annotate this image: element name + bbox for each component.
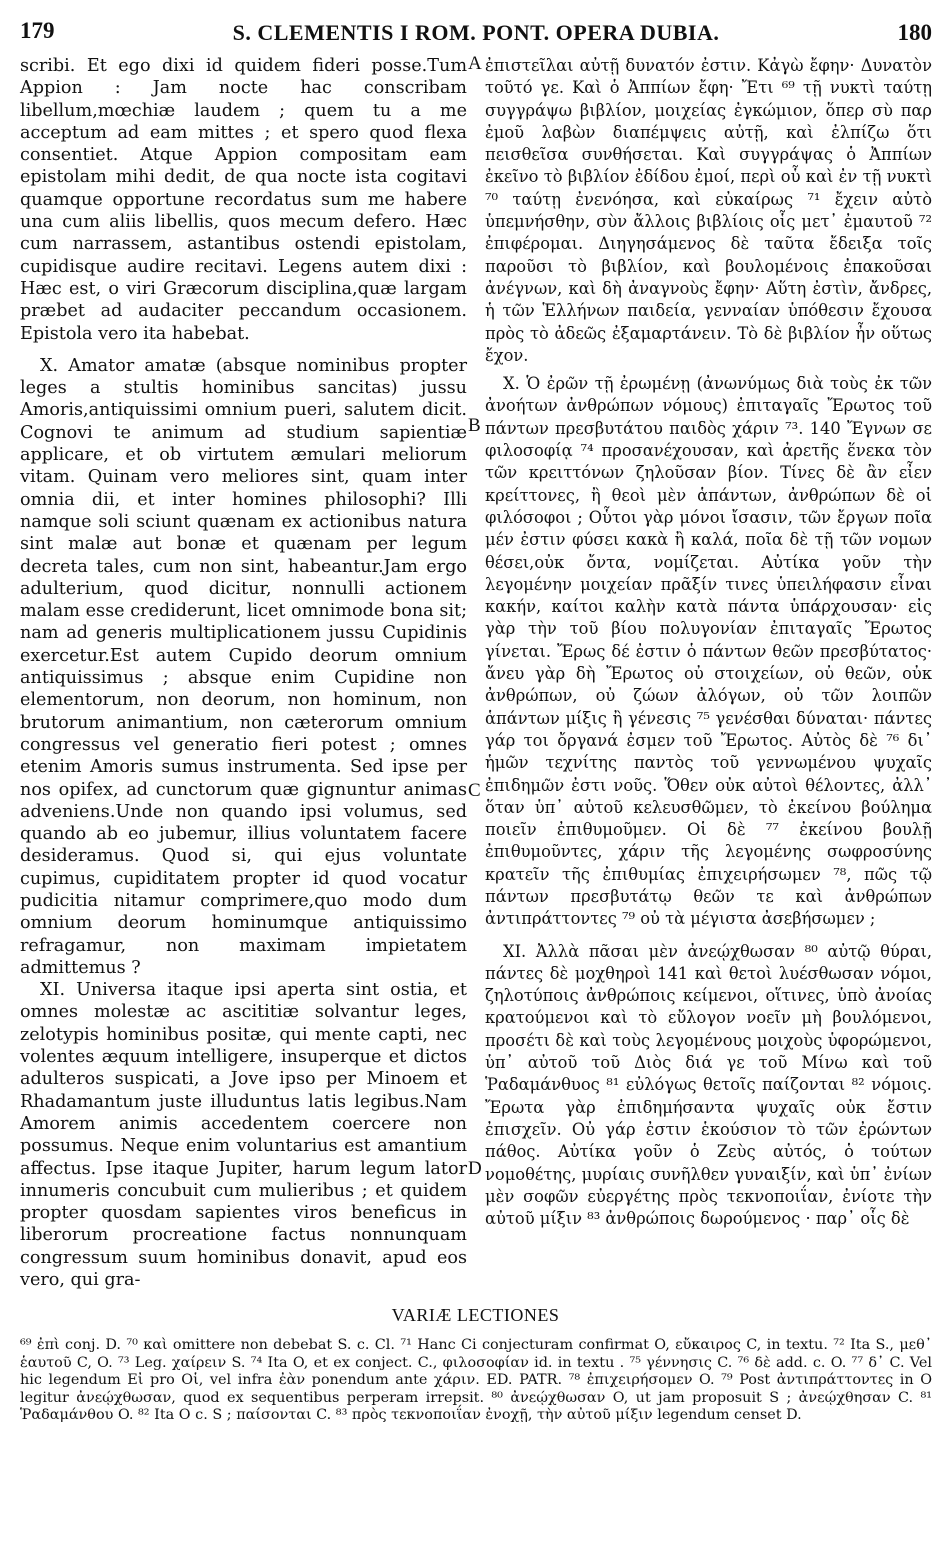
greek-paragraph-intro: ἐπιστεῖλαι αὐτῇ δυνατόν ἐστιν. Κἀγὼ ἔφην· Δυνατὸν τοῦτό γε. Καὶ ὁ Ἀππίων ἔφη· Ἔτι ⁶⁹ τῇ νυκτὶ ταύτῃ συγγράψω βιβλίον, μοιχείας ἐγκώμιον, ὅπερ σὺ παρ ἐμοῦ λαβὼν διαπέμψεις αὐτῇ, καὶ ἐλπίζω ὅτι πεισθεῖσα συνθήσεται. Καὶ συγγράψας ὁ Ἀππίων ἐκεῖνο τὸ βιβλίον ἐδίδου ἐμοί, περὶ οὗ καὶ ἐν τῇ νυκτὶ ⁷⁰ ταύτῃ ἐνενόησα, καὶ εὐκαίρως ⁷¹ ἔχειν αὐτὸ ὑπεμνήσθην, σὺν ἄλλοις βιβλίοις οἷς μετ᾽ ἐμαυτοῦ ⁷² ἐπιφέρομαι. Διηγησάμενος δὲ ταῦτα ἔδειξα τοῖς παροῦσι τὸ βιβλίον, καὶ βουλομένοις ἐπακοῦσαι ἀνέγνων, καὶ δὴ ἀναγνοὺς ἔφην· Αὕτη ἐστὶν, ἄνδρες, ἡ τῶν Ἑλλήνων παιδεία, γενναίαν ὑπόθεσιν ἔχουσα πρὸς τὸ ἀδεῶς ἐξαμαρτάνειν. Τὸ δὲ βιβλίον ἦν οὕτως ἔχον. <box>485 56 932 365</box>
greek-section-xi: XI. Ἀλλὰ πᾶσαι μὲν ἀνεῴχθωσαν ⁸⁰ αὐτῷ θύραι, πάντες δὲ μοχθηροὶ 141 καὶ θετοὶ λυέσθωσαν νόμοι, ζηλοτύποις ἀνθρώποις κείμενοι, οἵτινες, ὑπὸ ἀνοίας κρατούμενοι καὶ τὸ εὔλογον νοεῖν μὴ βουλόμενοι, προσέτι δὲ καὶ τοὺς λεγομένους μοιχοὺς ὑφορώμενοι, ὑπ᾽ αὐτοῦ τοῦ Διὸς διά γε τοῦ Μίνω καὶ τοῦ Ῥαδαμάνθυος ⁸¹ εὐλόγως θετοῖς παίζονται ⁸² νόμοις. Ἔρωτα γὰρ ἐπιδημήσαντα ψυχαῖς οὐκ ἔστιν ἐπισχεῖν. Οὐ γάρ ἐστιν ἑκούσιον τὸ τῶν ἐρώντων πάθος. Αὐτίκα γοῦν ὁ Ζεὺς αὐτός, ὁ τούτων νομοθέτης, μυρίαις συνῆλθεν γυναιξίν, καὶ ὑπ᾽ ἐνίων μὲν σοφῶν εὐεργέτης πρὸς τεκνοποιΐαν, ἐνίοτε τὴν αὐτοῦ μίξιν ⁸³ ἀνθρώποις δωρούμενος · παρ᾽ οἷς δὲ <box>485 941 932 1229</box>
variae-lectiones-title: VARIÆ LECTIONES <box>391 1305 560 1325</box>
margin-letter-a: A <box>468 53 482 74</box>
latin-paragraph-intro: scribi. Et ego dixi id quidem fideri posse.Tum Appion : Jam nocte hac conscribam libellum,mœchiæ laudem ; quem tu a me acceptum ad eam mittes ; et spero quod flexa consentiet. Atque Appion compositam eam epistolam mihi dedit, de qua nocte ista cogitavi quamque opportune recordatus sum me habere una cum aliis libellis, quos mecum defero. Hæc cum narrassem, astantibus ostendi epistolam, cupidisque audire recitavi. Legens autem dixi : Hæc est, o viri Græcorum disciplina,quæ largam præbet ad audaciter peccandum occasionem. Epistola vero ita habebat. <box>20 56 467 344</box>
page-number-right: 180 <box>897 20 932 45</box>
margin-letter-c: C <box>468 780 481 801</box>
margin-letter-b: B <box>468 415 481 436</box>
latin-section-x: X. Amator amatæ (absque nominibus propter leges a stultis hominibus sancitas) jussu Amoris,antiquissimi omnium pueri, salutem dicit. Cognovi te animum ad studium sapientiæ applicare, et ob virtutem æmulari meliorum vitam. Quinam vero meliores sint, quam inter omnia dii, et inter homines philosophi? Illi namque soli sciunt quænam ex actionibus natura sint malæ aut bonæ et quænam per legum decreta tales, cum non sint, habeantur.Jam ergo adulterium, quod dicitur, nonnulli actionem malam esse crediderunt, licet omnimode bona sit; nam ad generis multiplicationem jussu Cupidinis exercetur.Est autem Cupido deorum omnium antiquissimus ; absque enim Cupidine non elementorum, non deorum, non hominum, non brutorum animantium, non cæterorum omnium congressus vel generatio fieri potest ; omnes etenim Amoris sumus instrumenta. Sed ipse per nos opifex, ad cunctorum quæ gignuntur animas adveniens.Unde non quando ipsi volumus, sed quando ab eo jubemur, illius voluntatem facere desideramus. Quod si, qui ejus voluntate cupimus, cupiditatem propter id quod vocatur pudicitia nitamur comprimere,quo modo dum omnium deorum hominumque antiquissimo refragamur, non maximam impietatem admittemus ? <box>20 355 467 978</box>
greek-section-x: X. Ὁ ἐρῶν τῇ ἐρωμένῃ (ἀνωνύμως διὰ τοὺς ἐκ τῶν ἀνοήτων ἀνθρώπων νόμους) ἐπιταγαῖς Ἔρωτος τοῦ πάντων πρεσβυτάτου παιδὸς χάριν ⁷³. 140 Ἔγνων σε φιλοσοφίᾳ ⁷⁴ προσανέχουσαν, καὶ ἀρετῆς ἕνεκα τὸν τῶν κρειττόνων ζηλοῦσαν βίον. Τίνες δὲ ἂν εἶεν κρείττονες, ἢ θεοὶ μὲν ἁπάντων, ἀνθρώπων δὲ οἱ φιλόσοφοι ; Οὗτοι γὰρ μόνοι ἴσασιν, τῶν ἔργων ποῖα μέν ἐστιν φύσει κακὰ ἢ καλά, ποῖα δὲ τῇ τῶν νομων θέσει,οὐκ ὄντα, νομίζεται. Αὐτίκα γοῦν τὴν λεγομένην μοιχείαν πρᾶξίν τινες ὑπειλήφασιν εἶναι κακήν, καίτοι καλὴν κατὰ πάντα ὑπάρχουσαν· εἰς γὰρ τὴν τοῦ βίου πολυγονίαν ἐπιταγαῖς Ἔρωτος γίνεται. Ἔρως δέ ἐστιν ὁ πάντων θεῶν πρεσβύτατος· ἄνευ γὰρ δὴ Ἔρωτος οὐ στοιχείων, οὐ θεῶν, οὐκ ἀνθρώπων, οὐ ζώων ἀλόγων, οὐ τῶν λοιπῶν ἁπάντων μίξις ἢ γένεσις ⁷⁵ γενέσθαι δύναται· πάντες γάρ τοι ὄργανά ἐσμεν τοῦ Ἔρωτος. Αὐτὸς δὲ ⁷⁶ δι᾽ ἡμῶν τεχνίτης παντὸς τοῦ γεννωμένου ψυχαῖς ἐπιδημῶν ἐστι νοῦς. Ὅθεν οὐκ αὐτοὶ θέλοντες, ἀλλ᾽ ὅταν ὑπ᾽ αὐτοῦ κελευσθῶμεν, τὸ ἐκείνου βούλημα ποιεῖν ἐπιθυμοῦμεν. Οἱ δὲ ⁷⁷ ἐκείνου βουλῇ ἐπιθυμοῦντες, χάριν τῆς λεγομένης σωφροσύνης κρατεῖν τῆς ἐπιθυμίας ἐπιχειρήσωμεν ⁷⁸, πῶς τῷ πάντων πρεσβυτάτῳ θεῶν τε καὶ ἀνθρώπων ἀντιπράττοντες ⁷⁹ οὐ τὰ μέγιστα ἀσεβήσωμεν ; <box>485 374 932 929</box>
latin-column <box>20 55 467 1291</box>
latin-section-xi: XI. Universa itaque ipsi aperta sint ostia, et omnes molestæ ac ascititiæ solvantur leges, zelotypis hominibus positæ, qui mente capti, nec volentes æquum intelligere, insuperque et dictos adulteros suspicati, a Jove ipso per Minoem et Rhadamantum juste illuduntus latis legibus.Nam Amorem animis accedentem coercere non possumus. Neque enim voluntarius est amantium affectus. Ipse itaque Jupiter, harum legum lator innumeris concubuit cum mulieribus ; et quidem propter quosdam sapientes viros beneficus in liberorum procreatione factus nonnunquam congressum suum hominibus donavit, apud eos vero, qui gra- <box>20 980 467 1291</box>
greek-column <box>485 55 932 1230</box>
footnotes-text: ⁶⁹ ἐπὶ conj. D. ⁷⁰ καὶ omittere non debebat S. c. Cl. ⁷¹ Hanc Ci conjecturam confirmat O, εὔκαιρος C, in textu. ⁷² Ita S., μεθ᾽ ἑαυτοῦ C, O. ⁷³ Leg. χαίρειν S. ⁷⁴ Ita O, et ex conject. C., φιλοσοφίαν id. in textu . ⁷⁵ γέννησις C. ⁷⁶ δὲ add. c. O. ⁷⁷ δ᾽ C. Vel hic legendum Εἰ pro Οἱ, vel infra ἐὰν ponendum ante χάριν. ED. PATR. ⁷⁸ ἐπιχειρήσομεν O. ⁷⁹ Post ἀντιπράττοντες in O legitur ἀνεῴχθωσαν, quod ex sequentibus perperam irrepsit. ⁸⁰ ἀνεῴχθωσαν O, ut jam proposuit S ; ἀνεῴχθησαν C. ⁸¹ Ῥαδαμάνθου O. ⁸² Ita O c. S ; παίσονται C. ⁸³ πρὸς τεκνοποιΐαν ἐνοχῇ, τὴν αὐτοῦ μίξιν legendum censet D. <box>20 1337 932 1423</box>
running-title: S. CLEMENTIS I ROM. PONT. OPERA DUBIA. <box>232 20 720 45</box>
page-number-left: 179 <box>20 18 55 43</box>
margin-letter-d: D <box>468 1158 482 1179</box>
page-header <box>20 18 932 50</box>
variae-lectiones-notes <box>20 1337 932 1425</box>
